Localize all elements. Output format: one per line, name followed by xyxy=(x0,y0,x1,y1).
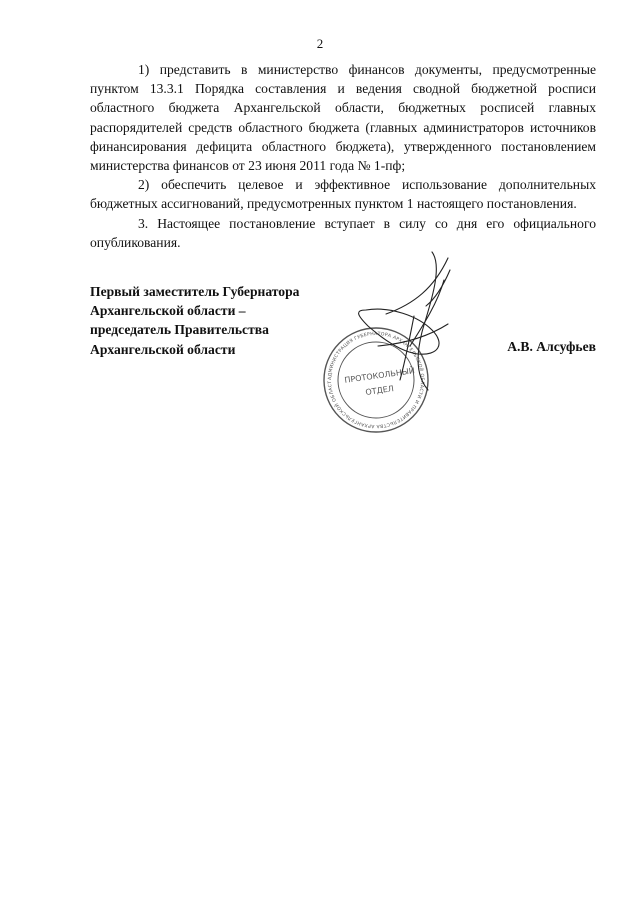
paragraph-1: 1) представить в министерство финансов документы, предусмотренные пунктом 13.3.1 Порядка составления и ведения сводной бюджетной росписи областного бюджета Архангельской области, бюджетных росписей главных распорядителей средств областного бюджета (главных администраторов источников финансирования дефицита областного бюджета), утвержденного постановлением министерства финансов от 23 июня 2011 года № 1-пф; xyxy=(90,62,596,174)
signatory-position xyxy=(90,282,350,359)
official-stamp xyxy=(316,237,458,436)
paragraph-2: 2) обеспечить целевое и эффективное использование дополнительных бюджетных ассигнований, предусмотренных пунктом 1 настоящего постановления. xyxy=(90,177,596,212)
body-text xyxy=(90,60,596,252)
stamp-and-signature xyxy=(316,237,458,436)
stamp-ring-text: АДМИНИСТРАЦИЯ ГУБЕРНАТОРА АРХАНГЕЛЬСКОЙ ОБЛАСТИ И ПРАВИТЕЛЬСТВА АРХАНГЕЛЬСКОЙ ОБЛАСТИ xyxy=(316,237,425,429)
position-line: Архангельской области – xyxy=(90,303,246,319)
stamp-center-line: ОТДЕЛ xyxy=(364,384,395,397)
position-line: Архангельской области xyxy=(90,341,236,357)
page-number: 2 xyxy=(316,36,324,51)
paragraph-3: 3. Настоящее постановление вступает в силу со дня его официального опубликования. xyxy=(90,215,596,250)
signatory-name: А.В. Алсуфьев xyxy=(507,339,596,354)
stamp-center-line: ПРОТОКОЛЬНЫЙ xyxy=(343,366,416,385)
position-line: председатель Правительства xyxy=(90,322,269,338)
position-line: Первый заместитель Губернатора xyxy=(90,284,300,299)
